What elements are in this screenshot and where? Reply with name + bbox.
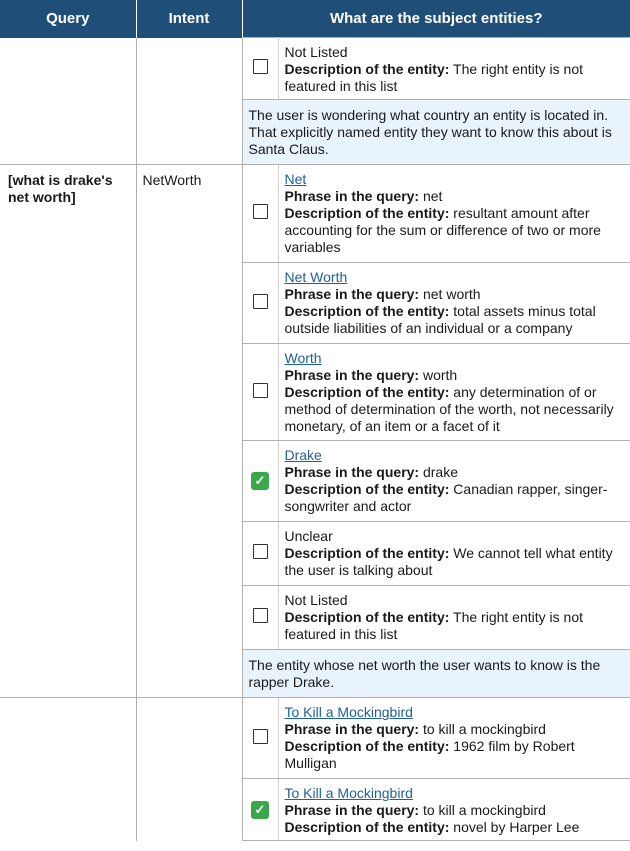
description-label: Description of the entity:: [284, 384, 450, 400]
entity-phrase: net worth: [422, 286, 481, 302]
description-label: Description of the entity:: [284, 819, 450, 835]
entity-phrase: to kill a mockingbird: [422, 721, 546, 737]
entity-option: [278, 165, 630, 263]
checkbox-cell[interactable]: [242, 165, 278, 263]
entity-link[interactable]: To Kill a Mockingbird: [284, 704, 413, 720]
description-label: Description of the entity:: [284, 609, 450, 625]
entity-phrase: worth: [422, 367, 458, 383]
header-row: [0, 0, 630, 38]
checkbox-cell[interactable]: [242, 698, 278, 779]
intent-cell: [136, 38, 242, 165]
description-label: Description of the entity:: [284, 61, 450, 77]
intent-cell: [136, 698, 242, 841]
entity-description: novel by Harper Lee: [453, 819, 580, 835]
entity-phrase: net: [422, 188, 443, 204]
description-label: Description of the entity:: [284, 303, 450, 319]
checkbox-unchecked-icon[interactable]: [253, 294, 268, 309]
table-row: [0, 38, 630, 100]
checkbox-cell[interactable]: [242, 38, 278, 100]
query-cell: [0, 38, 136, 165]
entity-name: Not Listed: [284, 44, 348, 60]
phrase-label: Phrase in the query:: [284, 721, 420, 737]
checkbox-cell[interactable]: [242, 344, 278, 441]
checkbox-checked-icon[interactable]: ✓: [251, 801, 269, 819]
checkbox-checked-icon[interactable]: ✓: [251, 472, 269, 490]
entity-option: [278, 698, 630, 779]
entity-description: resultant amount after accounting for the sum or difference of two or more variables: [284, 205, 601, 255]
checkbox-unchecked-icon[interactable]: [253, 608, 268, 623]
entity-name: Not Listed: [284, 592, 348, 608]
checkbox-cell[interactable]: [242, 522, 278, 586]
phrase-label: Phrase in the query:: [284, 188, 420, 204]
note-text: The user is wondering what country an entity is located in. That explicitly named entity they want to know this about is Santa Claus.: [242, 100, 630, 165]
checkbox-unchecked-icon[interactable]: [253, 204, 268, 219]
query-cell: [what is drake's net worth]: [0, 165, 136, 698]
checkbox-cell[interactable]: [242, 779, 278, 841]
entity-description: We cannot tell what entity the user is talking about: [284, 545, 613, 578]
intent-cell: NetWorth: [136, 165, 242, 698]
description-label: Description of the entity:: [284, 738, 450, 754]
note-text: The entity whose net worth the user wants to know is the rapper Drake.: [242, 650, 630, 698]
entity-option: [278, 263, 630, 344]
phrase-label: Phrase in the query:: [284, 464, 420, 480]
query-cell: [0, 698, 136, 841]
header-subjects: What are the subject entities?: [242, 0, 630, 38]
entity-option: [278, 441, 630, 522]
phrase-label: Phrase in the query:: [284, 286, 420, 302]
description-label: Description of the entity:: [284, 545, 450, 561]
checkbox-cell[interactable]: [242, 441, 278, 522]
checkbox-unchecked-icon[interactable]: [253, 59, 268, 74]
entity-description: The right entity is not featured in this list: [284, 61, 583, 94]
table-row: [0, 165, 630, 263]
phrase-label: Phrase in the query:: [284, 367, 420, 383]
entity-option: [278, 344, 630, 441]
entity-description: 1962 film by Robert Mulligan: [284, 738, 575, 771]
entity-description: total assets minus total outside liabilities of an individual or a company: [284, 303, 596, 336]
checkbox-cell[interactable]: [242, 586, 278, 650]
entity-option: [278, 586, 630, 650]
entity-phrase: to kill a mockingbird: [422, 802, 546, 818]
description-label: Description of the entity:: [284, 481, 450, 497]
header-intent: Intent: [136, 0, 242, 38]
header-query: Query: [0, 0, 136, 38]
entity-description: any determination of or method of determination of the worth, not necessarily monetary, of an item or a facet of it: [284, 384, 614, 434]
entity-link[interactable]: Worth: [284, 350, 322, 366]
description-label: Description of the entity:: [284, 205, 450, 221]
entity-link[interactable]: Net Worth: [284, 269, 348, 285]
entity-link[interactable]: Net: [284, 171, 307, 187]
entity-option: [278, 522, 630, 586]
entity-link[interactable]: Drake: [284, 447, 322, 463]
entity-phrase: drake: [422, 464, 459, 480]
table-row: [0, 698, 630, 779]
entity-description: The right entity is not featured in this list: [284, 609, 583, 642]
entity-name: Unclear: [284, 528, 333, 544]
entity-option: [278, 779, 630, 841]
entity-option: [278, 38, 630, 100]
checkbox-cell[interactable]: [242, 263, 278, 344]
entity-link[interactable]: To Kill a Mockingbird: [284, 785, 413, 801]
phrase-label: Phrase in the query:: [284, 802, 420, 818]
checkbox-unchecked-icon[interactable]: [253, 729, 268, 744]
checkbox-unchecked-icon[interactable]: [253, 544, 268, 559]
checkbox-unchecked-icon[interactable]: [253, 383, 268, 398]
entity-description: Canadian rapper, singer-songwriter and actor: [284, 481, 608, 514]
